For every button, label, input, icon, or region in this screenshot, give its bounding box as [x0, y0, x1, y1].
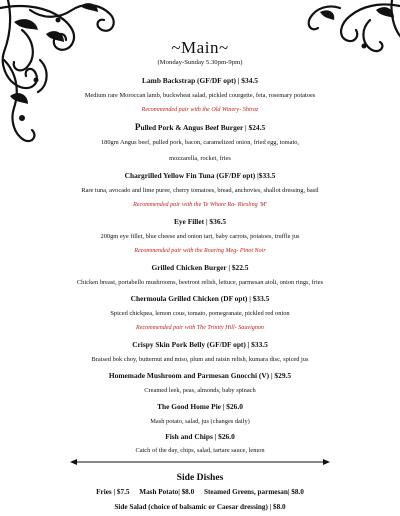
section-divider: [70, 458, 330, 466]
dish-desc-pie: Mash potato, salad, jus (changes daily): [150, 418, 250, 425]
dish-name-lamb: Lamb Backstrap (GF/DF opt) | $34.5: [142, 76, 258, 85]
dish-desc-lamb: Medium rare Moroccan lamb, buckwheat salad, pickled courgette, feta, rosemary potatoes: [84, 92, 316, 99]
side-item-mash-potato: Mash Potato| $8.0: [139, 488, 195, 496]
pairing-eye-fillet: Recommended pair with the Roaring Meg- Pinot Noir: [134, 248, 266, 254]
dish-desc-chicken-burger: Chicken breast, portabello mushrooms, beetroot relish, lettuce, parmesan aioli, onion rings, fries: [76, 279, 324, 286]
side-dishes-heading: Side Dishes: [176, 472, 224, 483]
dish-name-fish-and-chips: Fish and Chips | $26.0: [165, 432, 235, 441]
side-item-fries: Fries | $7.5: [96, 488, 130, 496]
dish-name-pulled-pork-burger: [0, 122, 400, 132]
section-title: ~Main~: [171, 38, 229, 57]
dish-desc-burger-1: 180gm Angus beef, pulled pork, bacon, caramelized onion, fried egg, tomato,: [100, 139, 300, 146]
side-dishes-row-1: [0, 488, 400, 496]
dish-name-chicken-burger: Grilled Chicken Burger | $22.5: [151, 263, 249, 272]
pairing-lamb: Recommended pair with the Old Winery- Shiraz: [141, 107, 259, 113]
dish-desc-tuna: Rare tuna, avocado and lime puree, cherry tomatoes, bread, anchovies, shallot dressing, basil: [81, 187, 319, 194]
dish-desc-chermoula-chicken: Spiced chickpea, lemon cous, tomato, pomegranate, pickled red onion: [110, 310, 290, 317]
dish-desc-fish-and-chips: Catch of the day, chips, salad, tartare sauce, lemon: [135, 447, 265, 454]
pairing-chermoula-chicken: Recommended pair with The Trinity Hill- Sauvignon: [136, 325, 264, 331]
dish-desc-burger-2: mozzarella, rocket, fries: [169, 155, 231, 162]
side-item-steamed-greens: Steamed Greens, parmesan| $8.0: [203, 488, 304, 496]
dish-name-pork-belly: Crispy Skin Pork Belly (GF/DF opt) | $33.5: [132, 340, 268, 349]
service-hours: (Monday-Sunday 5.30pm-9pm): [157, 59, 243, 66]
side-item-side-salad: Side Salad (choice of balsamic or Caesar dressing) | $8.0: [114, 503, 286, 511]
dish-desc-gnocchi: Creamed leek, peas, almonds, baby spinach: [144, 387, 256, 394]
dish-name-tuna: Chargrilled Yellow Fin Tuna (GF/DF opt) |$33.5: [124, 171, 276, 180]
dish-name-pie: The Good Home Pie | $26.0: [157, 402, 243, 411]
dish-desc-eye-fillet: 200gm eye fillet, blue cheese and onion tart, baby carrots, potatoes, truffle jus: [100, 233, 300, 240]
dish-name-initial: P: [134, 122, 141, 132]
dish-desc-pork-belly: Braised bok choy, butternut and miso, plum and raisin relish, kumara disc, spiced jus: [91, 356, 309, 363]
dish-name-eye-fillet: Eye Fillet | $36.5: [173, 217, 227, 226]
pairing-tuna: Recommended pair with the Te Whare Ra- Riesling 'M': [133, 202, 267, 208]
dish-name-rest: ulled Pork & Angus Beef Burger | $24.5: [140, 123, 266, 132]
dish-name-chermoula-chicken: Chermoula Grilled Chicken (DF opt) | $33.5: [130, 294, 270, 303]
dish-name-gnocchi: Homemade Mushroom and Parmesan Gnocchi (V) | $29.5: [108, 371, 292, 380]
